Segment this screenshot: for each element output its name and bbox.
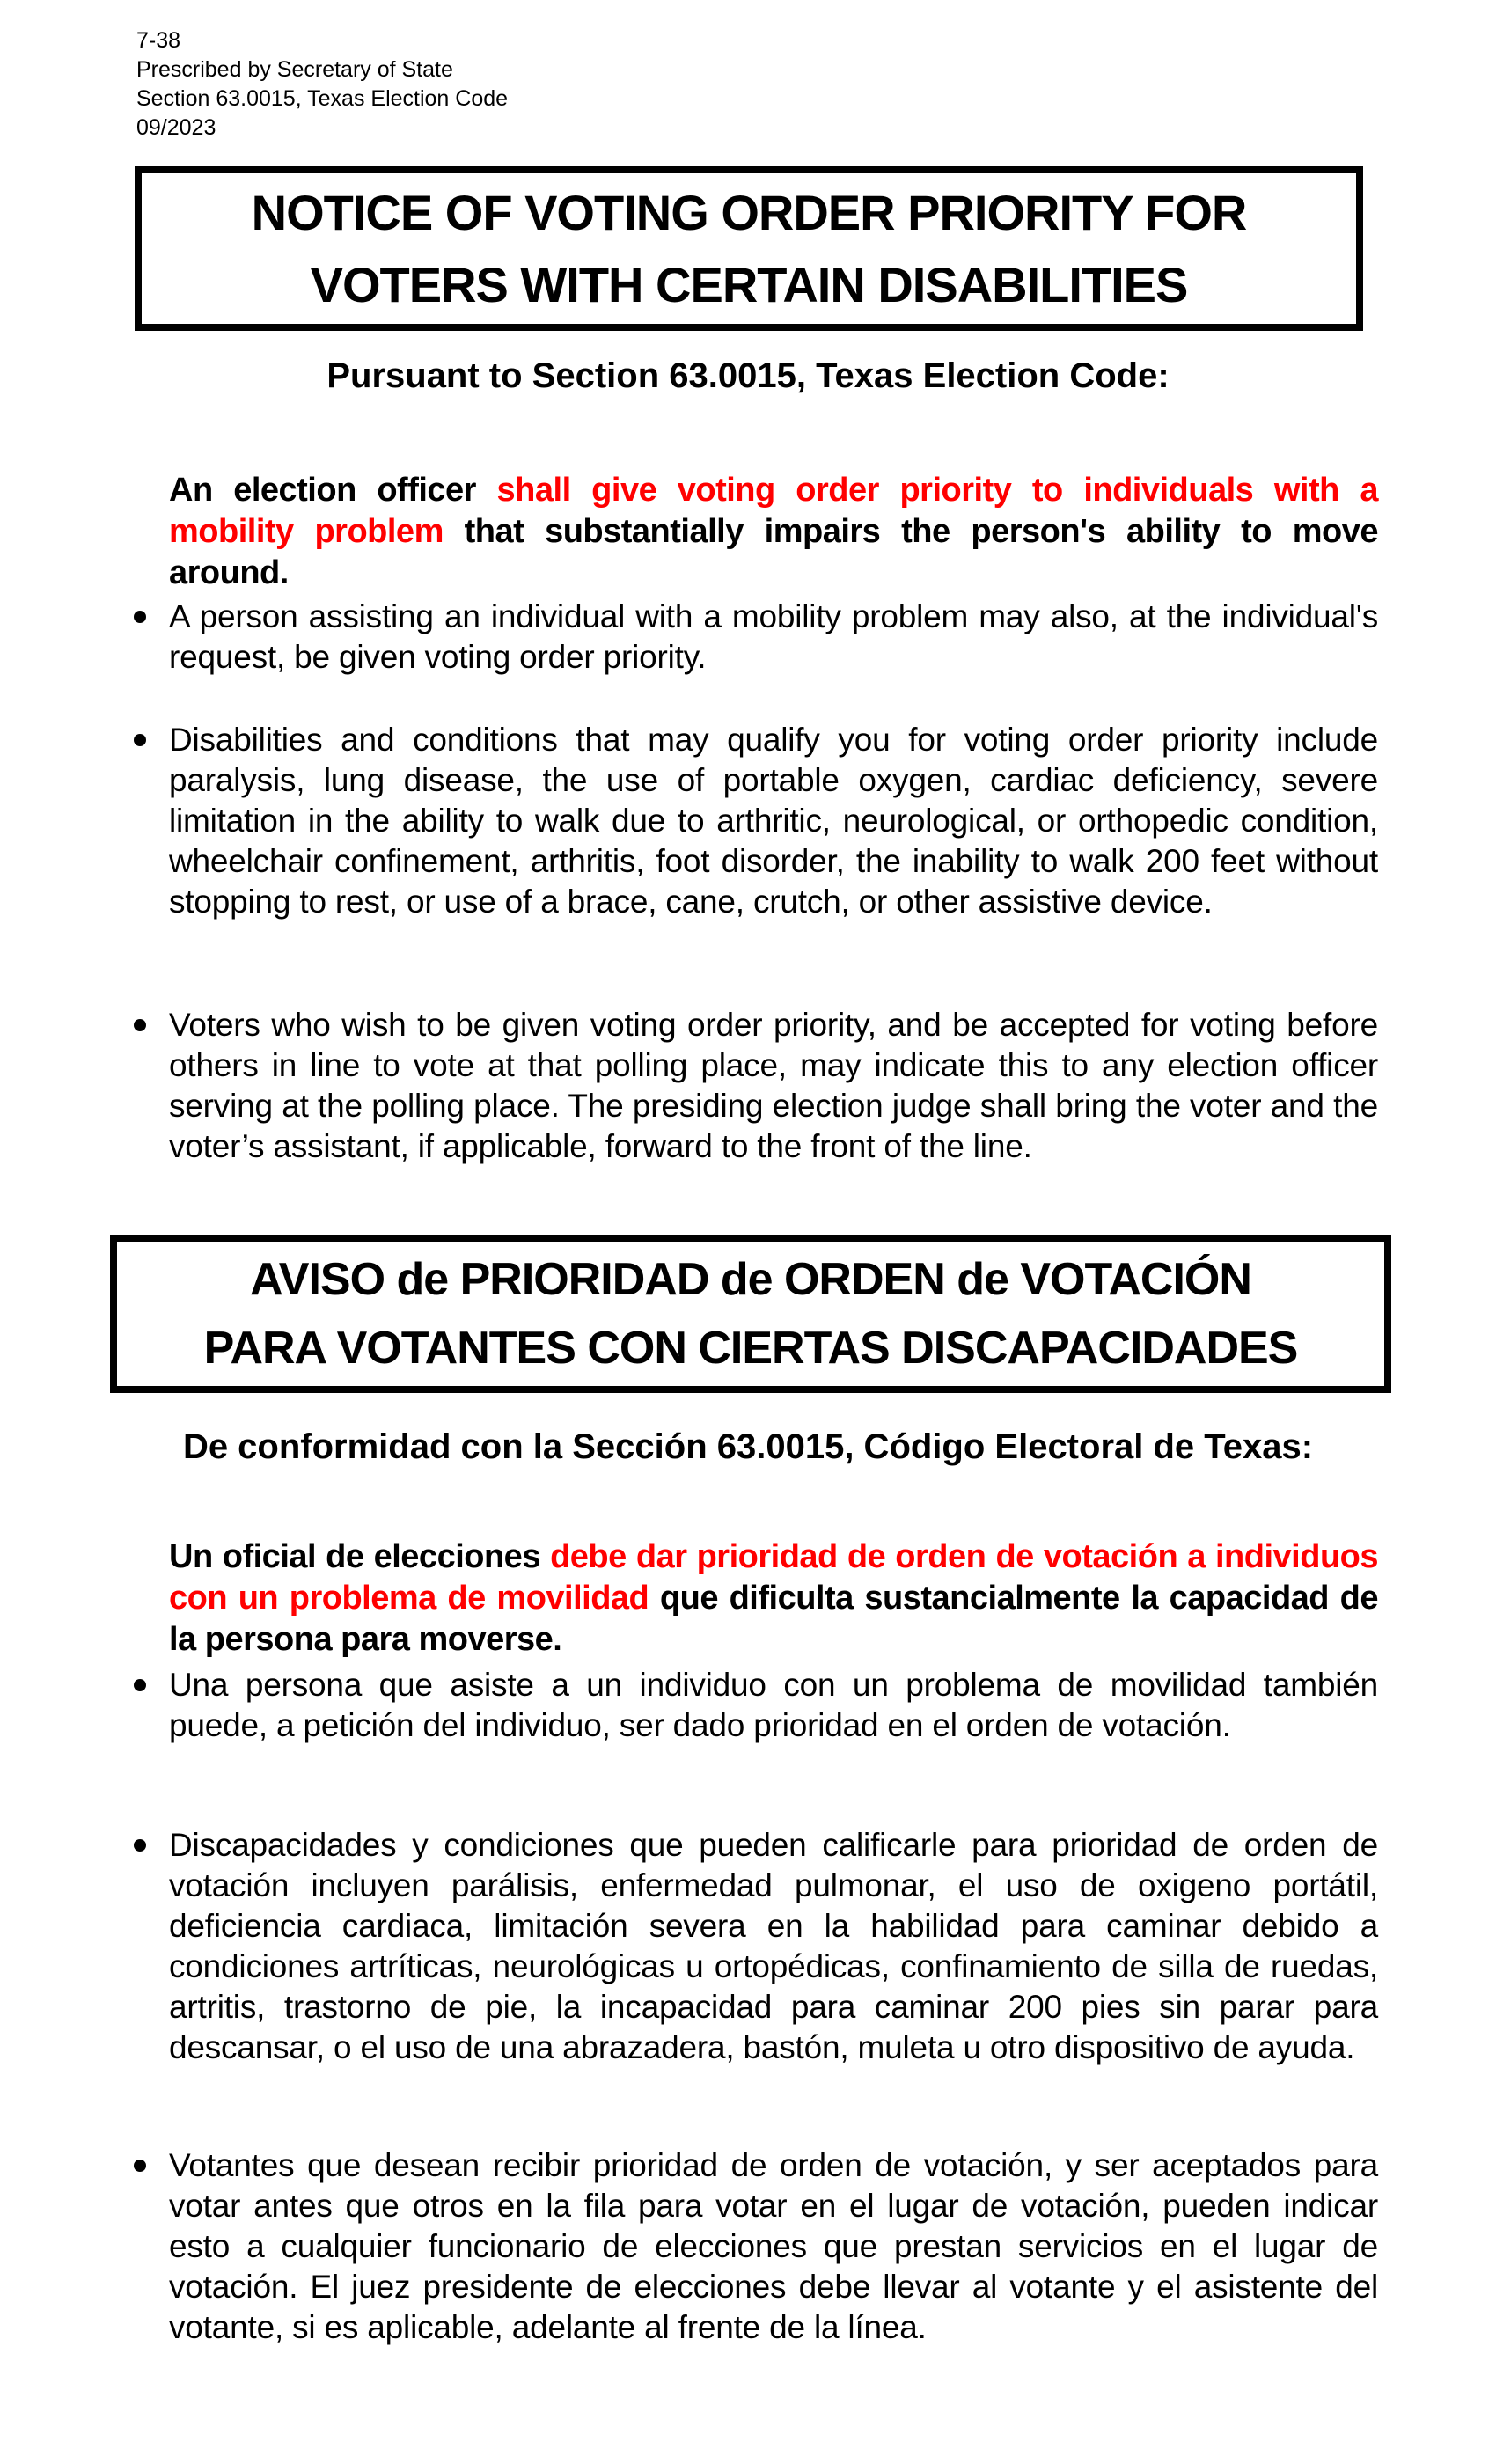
lead-segment-black: Un oficial de elecciones xyxy=(169,1538,551,1575)
english-title-line-1: NOTICE OF VOTING ORDER PRIORITY FOR xyxy=(251,184,1247,240)
english-bullet-1 xyxy=(134,597,1378,678)
bullet-text: Votantes que desean recibir prioridad de orden de votación, y ser aceptados para votar antes que otros en la fila para votar en el lugar de votación, pueden indicar esto a cualquier funcionario de elecciones que prestan servicios en el lugar de votación. El juez presidente de elecciones debe llevar al votante y el asistente del votante, si es aplicable, adelante al frente de la línea. xyxy=(169,2147,1378,2345)
spanish-bullet-2 xyxy=(134,1825,1378,2068)
bullet-text: Voters who wish to be given voting order priority, and be accepted for voting before others in line to vote at that polling place, may indicate this to any election officer serving at the polling place. The presiding election judge shall bring the voter and the voter’s assistant, if applicable, forward to the front of the line. xyxy=(169,1007,1378,1164)
english-bullet-3 xyxy=(134,1005,1378,1167)
lead-segment-red: shall give voting order priority to individuals with a mobility problem xyxy=(169,472,1379,550)
english-lead-paragraph xyxy=(169,470,1378,594)
bullet-icon xyxy=(134,2160,146,2172)
english-bullet-2 xyxy=(134,720,1378,922)
bullet-text: Disabilities and conditions that may qualify you for voting order priority include paralysis, lung disease, the use of portable oxygen, cardiac deficiency, severe limitation in the ability to walk due to arthritic, neurological, or orthopedic condition, wheelchair confinement, arthritis, foot disorder, the inability to walk 200 feet without stopping to rest, or use of a brace, cane, crutch, or other assistive device. xyxy=(169,722,1378,920)
form-header xyxy=(136,26,508,143)
lead-segment-black: que dificulta sustancialmente la capacidad de la persona para moverse. xyxy=(169,1580,1378,1658)
bullet-icon xyxy=(134,1679,146,1691)
spanish-subtitle: De conformidad con la Sección 63.0015, Código Electoral de Texas: xyxy=(182,1427,1314,1466)
lead-segment-red: debe dar prioridad de orden de votación a individuos con un problema de movilidad xyxy=(169,1538,1378,1617)
spanish-bullet-3 xyxy=(134,2145,1378,2348)
bullet-text: A person assisting an individual with a mobility problem may also, at the individual's request, be given voting order priority. xyxy=(169,598,1378,675)
english-title-box xyxy=(135,166,1363,331)
form-section-reference: Section 63.0015, Texas Election Code xyxy=(136,86,509,111)
bullet-icon xyxy=(134,1839,146,1852)
bullet-text: Una persona que asiste a un individuo con un problema de movilidad también puede, a petición del individuo, ser dado prioridad en el orden de votación. xyxy=(169,1667,1378,1743)
spanish-title-line-1: AVISO de PRIORIDAD de ORDEN de VOTACIÓN xyxy=(250,1254,1251,1305)
bullet-icon xyxy=(134,611,146,623)
form-number: 7-38 xyxy=(136,28,181,53)
spanish-title-box xyxy=(110,1235,1391,1393)
spanish-lead-paragraph xyxy=(169,1536,1378,1661)
lead-segment-black: An election officer xyxy=(169,472,497,509)
spanish-bullet-1 xyxy=(134,1665,1378,1746)
form-prescribed-by: Prescribed by Secretary of State xyxy=(136,57,453,82)
english-subtitle: Pursuant to Section 63.0015, Texas Election Code: xyxy=(326,356,1170,395)
bullet-icon xyxy=(134,734,146,746)
bullet-text: Discapacidades y condiciones que pueden calificarle para prioridad de orden de votación incluyen parálisis, enfermedad pulmonar, el uso de oxigeno portátil, deficiencia cardiaca, limitación severa en la habilidad para caminar debido a condiciones artríticas, neurológicas u ortopédicas, confinamiento de silla de ruedas, artritis, trastorno de pie, la incapacidad para caminar 200 pies sin parar para descansar, o el uso de una abrazadera, bastón, muleta u otro dispositivo de ayuda. xyxy=(169,1827,1378,2065)
spanish-title-line-2: PARA VOTANTES CON CIERTAS DISCAPACIDADES xyxy=(203,1323,1298,1374)
english-title-line-2: VOTERS WITH CERTAIN DISABILITIES xyxy=(310,256,1188,312)
form-revision-date: 09/2023 xyxy=(136,115,216,140)
bullet-icon xyxy=(134,1019,146,1031)
lead-segment-black: that substantially impairs the person's ability to move around. xyxy=(169,513,1378,591)
